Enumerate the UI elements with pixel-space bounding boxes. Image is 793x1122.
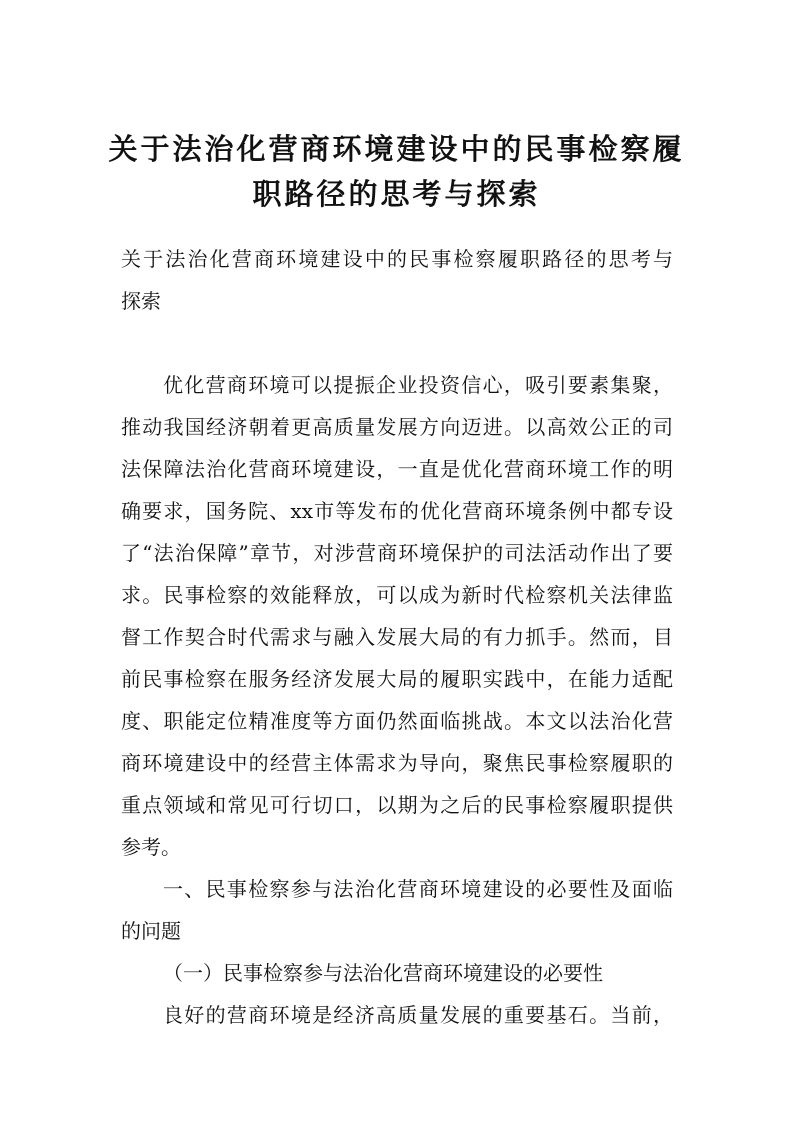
document-body bbox=[121, 243, 673, 1041]
intro-line: 确要求，国务院、xx市等发布的优化营商环境条例中都专设 bbox=[121, 499, 673, 523]
blank-line bbox=[121, 327, 673, 369]
paragraph-line: 良好的营商环境是经济高质量发展的重要基石。当前， bbox=[163, 1003, 673, 1027]
document-title-line-1: 关于法治化营商环境建设中的民事检察履 bbox=[108, 132, 685, 166]
intro-line: 商环境建设中的经营主体需求为导向，聚焦民事检察履职的 bbox=[121, 751, 673, 775]
intro-line: 了“法治保障”章节，对涉营商环境保护的司法活动作出了要 bbox=[121, 541, 673, 565]
intro-line: 重点领域和常见可行切口，以期为之后的民事检察履职提供 bbox=[121, 793, 673, 817]
intro-line: 优化营商环境可以提振企业投资信心，吸引要素集聚， bbox=[163, 373, 673, 397]
document-title-line-2: 职路径的思考与探索 bbox=[252, 177, 541, 211]
section-heading-line: 的问题 bbox=[121, 919, 181, 943]
intro-line: 前民事检察在服务经济发展大局的履职实践中，在能力适配 bbox=[121, 667, 673, 691]
subtitle-line: 探索 bbox=[121, 289, 161, 313]
intro-line: 求。民事检察的效能释放，可以成为新时代检察机关法律监 bbox=[121, 583, 673, 607]
intro-line: 督工作契合时代需求与融入发展大局的有力抓手。然而，目 bbox=[121, 625, 673, 649]
subtitle-line: 关于法治化营商环境建设中的民事检察履职路径的思考与 bbox=[121, 247, 673, 271]
intro-line: 参考。 bbox=[121, 835, 181, 859]
subsection-heading: （一）民事检察参与法治化营商环境建设的必要性 bbox=[163, 961, 603, 985]
section-heading-line: 一、民事检察参与法治化营商环境建设的必要性及面临 bbox=[163, 877, 673, 901]
intro-line: 法保障法治化营商环境建设，一直是优化营商环境工作的明 bbox=[121, 457, 673, 481]
intro-line: 度、职能定位精准度等方面仍然面临挑战。本文以法治化营 bbox=[121, 709, 673, 733]
intro-line: 推动我国经济朝着更高质量发展方向迈进。以高效公正的司 bbox=[121, 415, 673, 439]
